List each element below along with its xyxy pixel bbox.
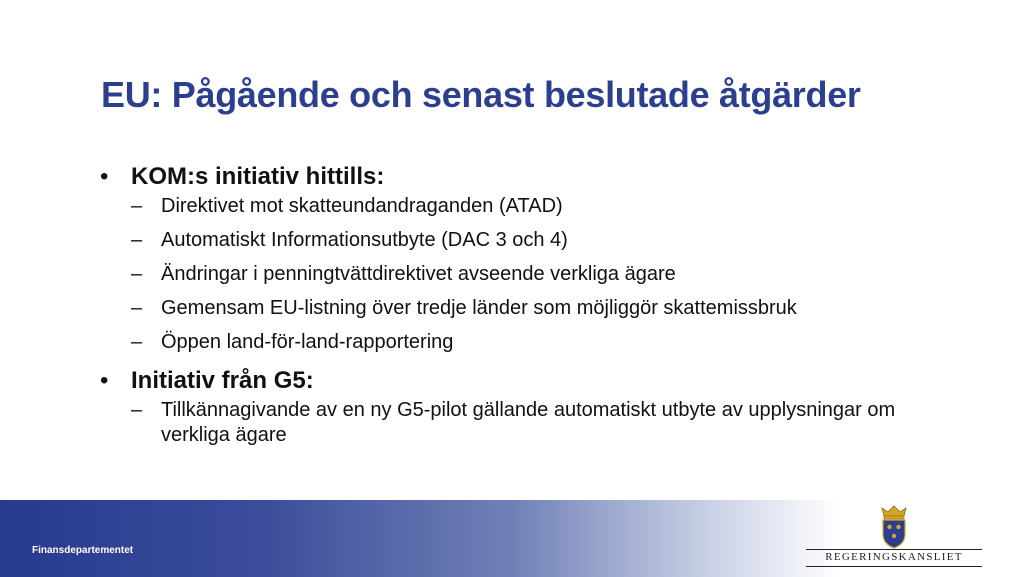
department-label: Finansdepartementet	[32, 545, 134, 556]
sub-item: – Ändringar i penningtvättdirektivet avseende verkliga ägare	[100, 262, 900, 287]
crown-icon	[882, 506, 906, 519]
logo-rule	[806, 566, 982, 567]
sub-item: – Tillkännagivande av en ny G5-pilot gällande automatiskt utbyte av upplysningar om verkliga ägare	[100, 398, 900, 448]
government-logo	[806, 505, 982, 573]
sub-item: – Öppen land-för-land-rapportering	[100, 330, 900, 355]
logo-wordmark: REGERINGSKANSLIET	[825, 551, 963, 563]
sub-list	[100, 398, 900, 448]
sub-item: – Automatiskt Informationsutbyte (DAC 3 och 4)	[100, 228, 900, 253]
bullet-heading: • Initiativ från G5:	[100, 364, 900, 398]
sub-item: – Gemensam EU-listning över tredje länder som möjliggör skattemissbruk	[100, 296, 900, 321]
slide-title: EU: Pågående och senast beslutade åtgärder	[101, 74, 861, 115]
bullet-heading: • KOM:s initiativ hittills:	[100, 160, 900, 194]
logo-rule	[806, 549, 982, 550]
sub-list	[100, 194, 900, 355]
slide-content	[100, 160, 900, 457]
three-crowns-shield-icon	[879, 505, 909, 549]
sub-item: – Direktivet mot skatteundandraganden (ATAD)	[100, 194, 900, 219]
